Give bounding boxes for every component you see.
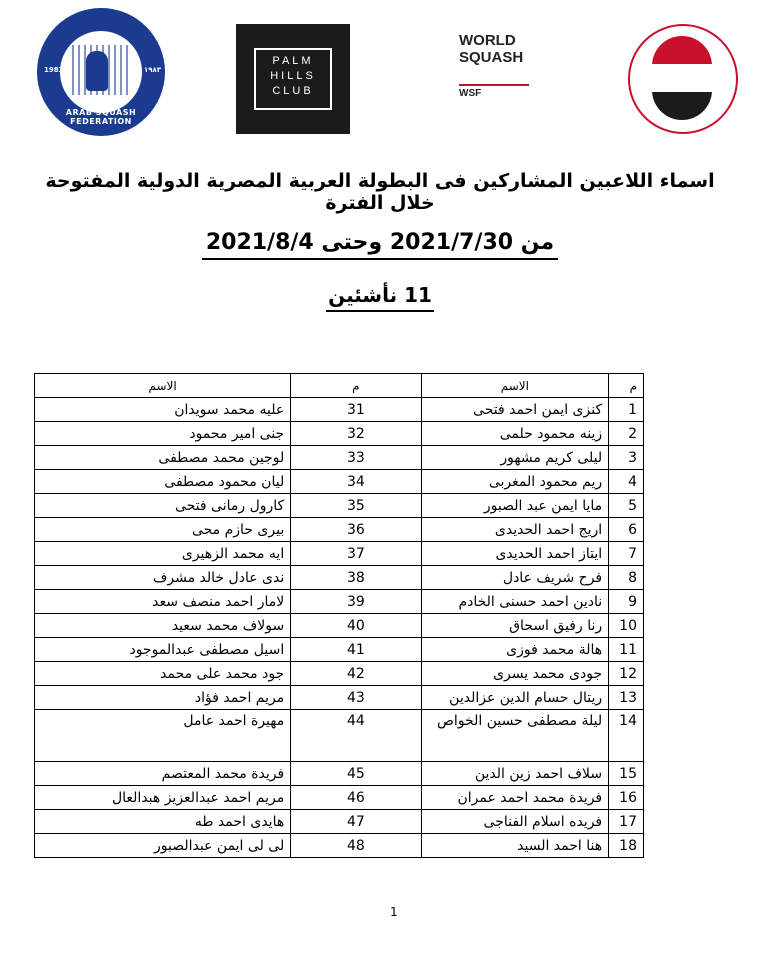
asf-year-right: ١٩٨٣: [144, 66, 162, 74]
header-num-2: م: [291, 374, 421, 398]
row-number: 44: [291, 710, 421, 762]
table-row: [35, 566, 644, 590]
row-number: 18: [609, 834, 644, 858]
player-name: بيرى حازم محى: [35, 518, 291, 542]
table-row: [35, 810, 644, 834]
row-number: 14: [609, 710, 644, 762]
ws-divider: [459, 84, 529, 86]
player-name: ندى عادل خالد مشرف: [35, 566, 291, 590]
period-line: [20, 230, 740, 255]
row-number: 10: [609, 614, 644, 638]
table-row: [35, 834, 644, 858]
player-name: اريج احمد الحديدى: [421, 518, 609, 542]
player-name: مهيرة احمد عامل: [35, 710, 291, 762]
row-number: 32: [291, 422, 421, 446]
table-row: [35, 422, 644, 446]
table-row: [35, 710, 644, 762]
row-number: 1: [609, 398, 644, 422]
player-name: كنزى ايمن احمد فتحى: [421, 398, 609, 422]
player-name: نادين احمد حسنى الخادم: [421, 590, 609, 614]
row-number: 16: [609, 786, 644, 810]
header-num-1: م: [609, 374, 644, 398]
asf-year-left: 1983: [44, 66, 64, 74]
player-name: ليان محمود مصطفى: [35, 470, 291, 494]
phc-line-2: HILLS: [270, 70, 316, 82]
arab-squash-federation-logo: [30, 8, 176, 136]
player-name: جنى امير محمود: [35, 422, 291, 446]
row-number: 2: [609, 422, 644, 446]
table-row: [35, 398, 644, 422]
table-row: [35, 638, 644, 662]
player-name: جود محمد على محمد: [35, 662, 291, 686]
player-name: فريدة محمد احمد عمران: [421, 786, 609, 810]
row-number: 12: [609, 662, 644, 686]
player-name: كارول رمانى فتحى: [35, 494, 291, 518]
player-name: فرح شريف عادل: [421, 566, 609, 590]
player-name: عليه محمد سويدان: [35, 398, 291, 422]
player-name: سولاف محمد سعيد: [35, 614, 291, 638]
row-number: 38: [291, 566, 421, 590]
table-row: [35, 542, 644, 566]
player-name: ليلة مصطفى حسين الخواص: [421, 710, 609, 762]
table-row: [35, 590, 644, 614]
row-number: 36: [291, 518, 421, 542]
player-name: هنا احمد السيد: [421, 834, 609, 858]
row-number: 48: [291, 834, 421, 858]
header-name-2: الاسم: [35, 374, 291, 398]
row-number: 13: [609, 686, 644, 710]
header-name-1: الاسم: [421, 374, 609, 398]
player-name: زينه محمود حلمى: [421, 422, 609, 446]
page-title: اسماء اللاعبين المشاركين فى البطولة العربية المصرية الدولية المفتوحة خلال الفترة: [45, 170, 715, 214]
player-name: جودى محمد يسرى: [421, 662, 609, 686]
page-number: 1: [390, 905, 398, 919]
player-name: ليلى كريم مشهور: [421, 446, 609, 470]
player-name: فريده اسلام الفناجى: [421, 810, 609, 834]
row-number: 15: [609, 762, 644, 786]
player-name: ريم محمود المغربى: [421, 470, 609, 494]
esf-sub: ESF: [674, 108, 692, 117]
row-number: 34: [291, 470, 421, 494]
category-line: [20, 283, 740, 307]
player-name: مايا ايمن عبد الصبور: [421, 494, 609, 518]
table-row: [35, 786, 644, 810]
player-name: فريدة محمد المعتصم: [35, 762, 291, 786]
row-number: 6: [609, 518, 644, 542]
row-number: 42: [291, 662, 421, 686]
player-name: مريم احمد عبدالعزيز هبدالعال: [35, 786, 291, 810]
player-name: لوجين محمد مصطفى: [35, 446, 291, 470]
player-name: ايتاز احمد الحديدى: [421, 542, 609, 566]
player-name: سلاف احمد زين الدين: [421, 762, 609, 786]
row-number: 11: [609, 638, 644, 662]
row-number: 45: [291, 762, 421, 786]
row-number: 3: [609, 446, 644, 470]
ws-line-1: WORLD: [459, 32, 516, 49]
player-name: لامار احمد منصف سعد: [35, 590, 291, 614]
row-number: 40: [291, 614, 421, 638]
table-row: [35, 662, 644, 686]
row-number: 33: [291, 446, 421, 470]
row-number: 17: [609, 810, 644, 834]
logo-bar: [0, 8, 762, 138]
row-number: 37: [291, 542, 421, 566]
player-name: لى لى ايمن عبدالصبور: [35, 834, 291, 858]
player-name: هالة محمد فوزى: [421, 638, 609, 662]
phc-line-1: PALM: [272, 55, 314, 67]
row-number: 4: [609, 470, 644, 494]
ws-line-2: SQUASH: [459, 49, 524, 66]
row-number: 31: [291, 398, 421, 422]
row-number: 8: [609, 566, 644, 590]
egyptian-squash-federation-logo: [628, 24, 738, 134]
row-number: 43: [291, 686, 421, 710]
row-number: 9: [609, 590, 644, 614]
palm-hills-club-logo: [236, 24, 350, 134]
ws-sub: WSF: [459, 88, 482, 99]
row-number: 35: [291, 494, 421, 518]
row-number: 5: [609, 494, 644, 518]
player-name: هايدى احمد طه: [35, 810, 291, 834]
row-number: 47: [291, 810, 421, 834]
player-name: اسيل مصطفى عبدالموجود: [35, 638, 291, 662]
table-row: [35, 446, 644, 470]
table-row: [35, 686, 644, 710]
row-number: 46: [291, 786, 421, 810]
player-name: ريتال حسام الدين عزالدين: [421, 686, 609, 710]
period-text: من 2021/7/30 وحتى 2021/8/4: [202, 230, 558, 260]
table-row: [35, 614, 644, 638]
asf-logo-text: ARAB SQUASH FEDERATION: [65, 108, 137, 126]
player-name: مريم احمد فؤاد: [35, 686, 291, 710]
table-row: [35, 494, 644, 518]
player-name: رنا رفيق اسحاق: [421, 614, 609, 638]
table-header-row: [35, 374, 644, 398]
players-table: [34, 373, 644, 858]
table-row: [35, 470, 644, 494]
row-number: 39: [291, 590, 421, 614]
player-name: ايه محمد الزهيرى: [35, 542, 291, 566]
category-text: 11 نأشئين: [326, 283, 434, 312]
table-row: [35, 762, 644, 786]
phc-line-3: CLUB: [272, 85, 314, 97]
row-number: 7: [609, 542, 644, 566]
table-row: [35, 518, 644, 542]
row-number: 41: [291, 638, 421, 662]
world-squash-logo: [450, 32, 550, 122]
